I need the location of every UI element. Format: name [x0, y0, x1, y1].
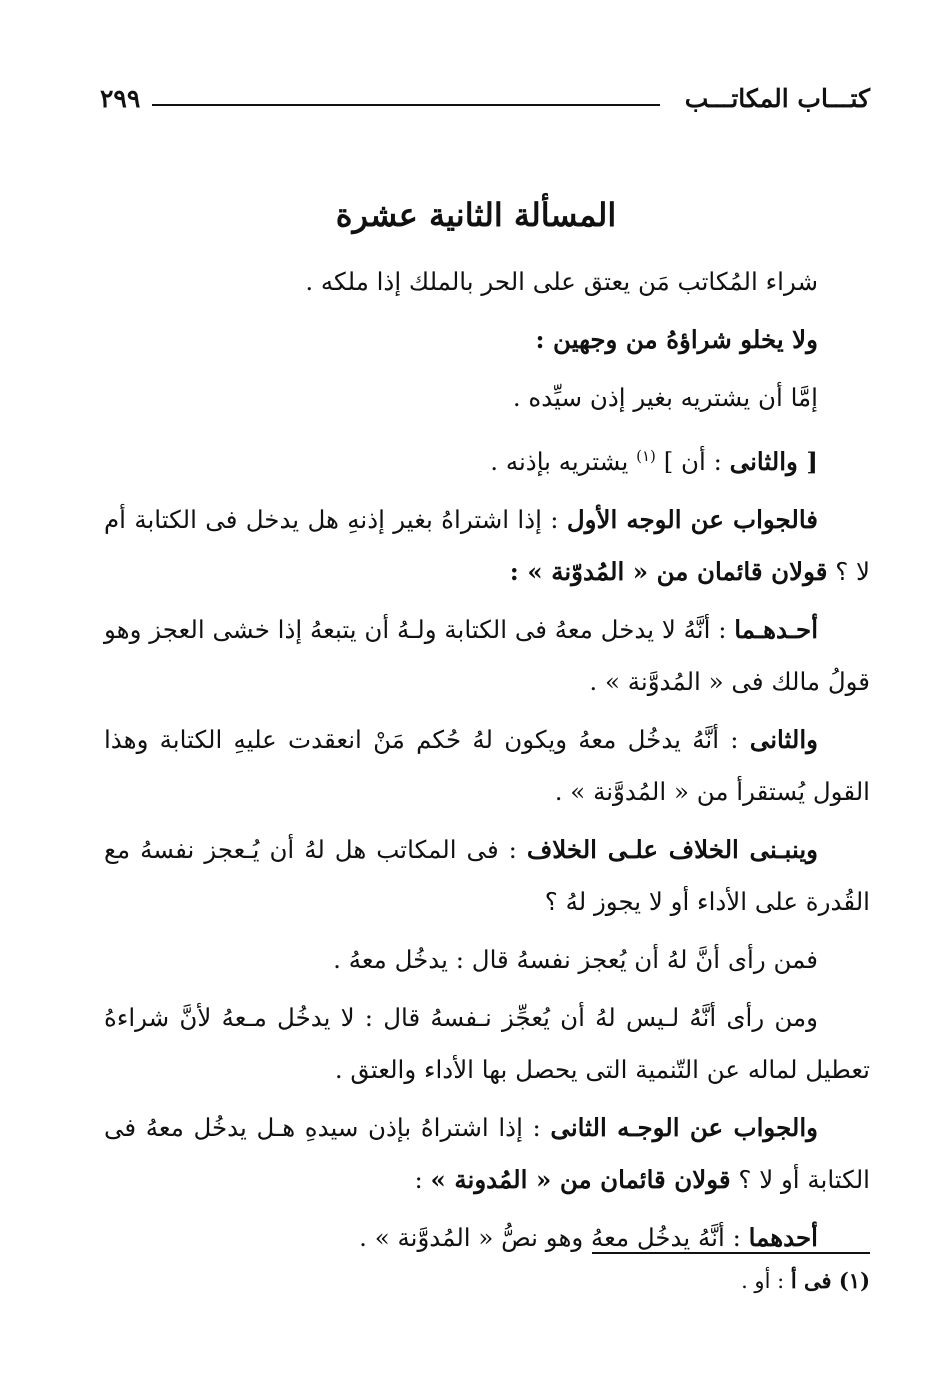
paragraph: فالجواب عن الوجه الأول : إذا اشتراهُ بغير إذنهِ هل يدخل فى الكتابة أم لا ؟ قولان قائمان من « المُدوّنة » : — [104, 505, 870, 587]
paragraph: والجواب عن الوجـه الثانى : إذا اشتراهُ بإذن سيدهِ هـل يدخُل معهُ فى الكتابة أو لا ؟ قولان قائمان من « المُدونة » : — [104, 1113, 870, 1195]
paragraph: وينبـنى الخلاف علـى الخلاف : فى المكاتب هل لهُ أن يُـعجز نفسهُ مع القُدرة على الأداء أو لا يجوز لهُ ؟ — [104, 835, 870, 917]
running-title: كتـــاب المكاتـــب — [684, 84, 870, 113]
body-text — [104, 256, 870, 1270]
footnote: (١) فى أ : أو . — [741, 1268, 870, 1293]
paragraph: فمن رأى أنَّ لهُ أن يُعجز نفسهُ قال : يدخُل معهُ . — [333, 945, 818, 975]
section-title: المسألة الثانية عشرة — [335, 196, 617, 234]
page-number: ٢٩٩ — [100, 84, 141, 113]
paragraph: أحـدهـما : أنَّهُ لا يدخل معهُ فى الكتابة ولـهُ أن يتبعهُ إذا خشى العجز وهو قولُ مالك فى « المُدوَّنة » . — [104, 615, 870, 697]
header-rule — [152, 104, 660, 106]
paragraph: [ والثانى : أن ] $^{(١)}$ يشتريه بإذنه . — [490, 447, 818, 477]
paragraph: ومن رأى أنَّهُ لـيس لهُ أن يُعجِّز نـفسهُ قال : لا يدخُل مـعهُ لأنَّ شراءهُ تعطيل لماله عن التّنمية التى يحصل بها الأداء والعتق . — [104, 1003, 870, 1085]
paragraph: شراء المُكاتب مَن يعتق على الحر بالملك إذا ملكه . — [305, 267, 818, 296]
paragraph: والثانى : أنَّهُ يدخُل معهُ ويكون لهُ حُكم مَنْ انعقدت عليهِ الكتابة وهذا القول يُستقرأ من « المُدوَّنة » . — [104, 725, 870, 807]
paragraph: أحدهما : أنَّهُ يدخُل معهُ وهو نصُّ « المُدوَّنة » . — [359, 1223, 818, 1253]
footnote-rule — [592, 1252, 870, 1254]
paragraph: إمَّا أن يشتريه بغير إذن سيِّده . — [512, 383, 818, 412]
running-header — [100, 84, 870, 120]
footnote-reference: (١) — [636, 447, 656, 465]
paragraph: ولا يخلو شراؤهُ من وجهين : — [535, 325, 818, 354]
